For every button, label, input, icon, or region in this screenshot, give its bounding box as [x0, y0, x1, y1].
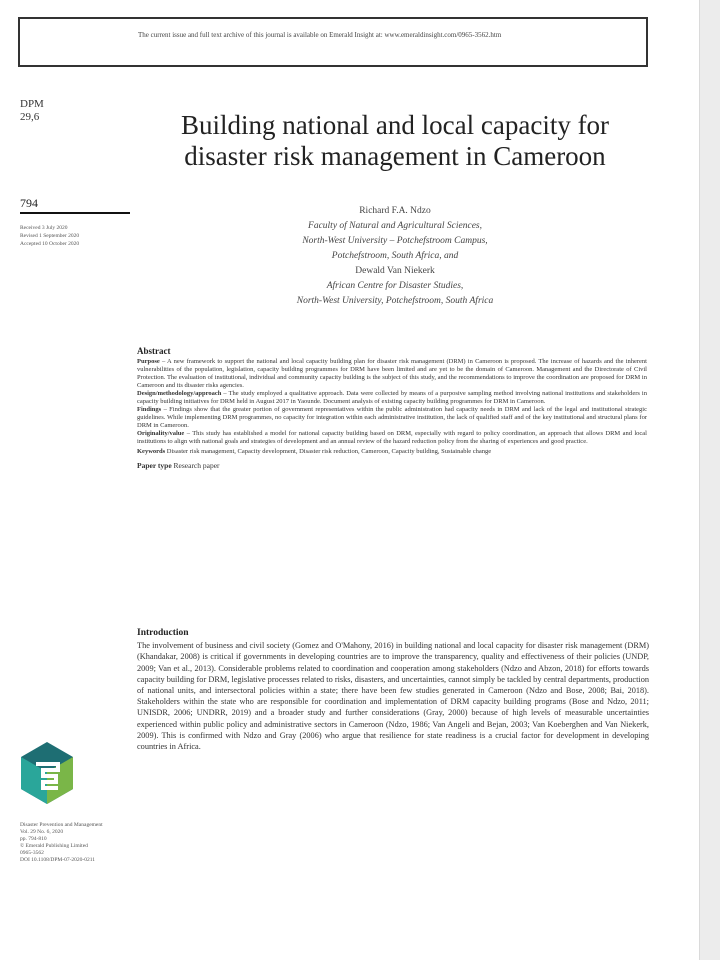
journal-abbrev: DPM: [20, 98, 44, 110]
keywords-text: Disaster risk management, Capacity development, Disaster risk reduction, Cameroon, Capacity building, Sustainable change: [165, 448, 492, 455]
keywords-label: Keywords: [137, 448, 166, 455]
author-affiliation: Faculty of Natural and Agricultural Sciences,: [308, 221, 482, 231]
design-text: – The study employed a qualitative approach. Data were collected by means of a purposive sampling method involving national institutions and stakeholders in capacity building initiatives for DRM held in August 2017 in Yaounde. Document analysis of existing capacity building programmes for DRM in Cameroon.: [137, 390, 647, 405]
emerald-publishing-logo-icon: [18, 740, 76, 806]
design-label: Design/methodology/approach: [137, 390, 222, 397]
publisher-line: © Emerald Publishing Limited: [20, 843, 88, 849]
journal-info: [20, 98, 44, 124]
purpose-text: – A new framework to support the national and local capacity building plan for disaster risk management (DRM) in Cameroon is proposed. The increase of hazards and the inherent vulnerabilities of the population, legislation, capacity building programmes for DRM have been limited and are yet to be the domain of Cameroon. Management and the Directorate of Civil Protection. The evaluation of institutional, individual and community capacity building is the subject of this study, and the recommendations to improve the coordination are proposed for DRM in Cameroon and its disaster risks agencies.: [137, 358, 647, 389]
publisher-line: pp. 794-810: [20, 836, 47, 842]
author-affiliation: Potchefstroom, South Africa, and: [331, 251, 459, 261]
abstract-design: [137, 390, 647, 406]
author-affiliation: African Centre for Disaster Studies,: [326, 281, 464, 291]
notice-text: The current issue and full text archive of this journal is available on Emerald Insight at: www.emeraldinsight.com/0965-3562.htm: [138, 31, 502, 39]
findings-text: – Findings show that the greater portion of government representatives within the public administration had capacity needs in DRM and lack of the legal and institutional strategic guidelines. While implementing DRM programmes, no capacity for integration within each administrative institution, the lack of qualified staff and of the key institutional and structural plans for DRM in Cameroon.: [137, 406, 647, 429]
publisher-line: Disaster Prevention and Management: [20, 822, 103, 828]
introduction-text: The involvement of business and civil society (Gomez and O'Mahony, 2016) in building national and local capacity for disaster risk management (DRM) (Khandakar, 2008) is critical if governments in developing countries are to improve the transparency, quality and effectiveness of their policies (UNDP, 2009; Van et al., 2013). Considerable problems related to coordination and cooperation among stakeholders (Ndzo and Abzon, 2018) for efforts towards capacity building for DRM, legislative processes related to risks, disasters, and uncertainties, cannot simply be tackled by central departments, production of national units, and intersectoral policies within a state; there have been few studies generated in Cameroon (Ndzo and Bose, 2008; Bai, 2018). Stakeholders within the state who are responsible for coordination and implementation of DRM capacity building programs (Bose and Ndzo, 2011; UNISDR, 2006; UNDRR, 2019) and a broader study and further considerations (Gray, 2000) because of high levels of measurable uncertainties experienced within public policy and administrative sectors in Cameroon (Ndzo, 1986; Van Angeli and Bejan, 2003; Van Koeberghen and Van Niekerk, 2009). This is confirmed with Ndzo and Gray (2006) who argue that resilience for state readiness is a crucial factor for development in developing countries in Africa.: [137, 641, 649, 752]
introduction-section: [137, 628, 649, 752]
received-dates: [20, 224, 130, 248]
paper-type-text: Research paper: [171, 461, 220, 470]
accepted-line: Accepted 10 October 2020: [20, 241, 80, 247]
received-line: Received 3 July 2020: [20, 225, 68, 231]
publisher-line: DOI 10.1108/DPM-07-2020-0211: [20, 857, 96, 863]
paper-type: [137, 462, 647, 470]
author-name: Dewald Van Niekerk: [355, 266, 435, 276]
abstract-purpose: [137, 358, 647, 390]
originality-label: Originality/value: [137, 430, 185, 437]
publisher-line: Vol. 29 No. 6, 2020: [20, 829, 64, 835]
article-title: Building national and local capacity for disaster risk management in Cameroon: [180, 110, 610, 172]
introduction-heading: Introduction: [137, 628, 189, 638]
availability-notice: [18, 17, 648, 67]
first-page-number: 794: [20, 196, 38, 210]
author-affiliation: North-West University, Potchefstroom, South Africa: [296, 296, 494, 306]
publisher-info: [20, 822, 130, 864]
originality-text: – This study has established a model for national capacity building based on DRM, especially with regard to policy coordination, an approach that allows DRM and local institutions to align with national goals and strategies of development and an annual review of the hazard reduction policy from the sharing of experiences and good practice.: [137, 430, 647, 445]
publisher-line: 0965-3562: [20, 850, 44, 856]
author-affiliation: North-West University – Potchefstroom Campus,: [302, 236, 488, 246]
page-edge: [699, 0, 720, 960]
purpose-label: Purpose: [137, 358, 160, 365]
author-block: [140, 204, 650, 309]
author-name: Richard F.A. Ndzo: [359, 206, 431, 216]
abstract-section: [137, 347, 647, 470]
abstract-heading: Abstract: [137, 346, 171, 356]
abstract-originality: [137, 430, 647, 446]
paper-type-label: Paper type: [137, 461, 172, 470]
revised-line: Revised 1 September 2020: [20, 233, 80, 239]
findings-label: Findings: [137, 406, 162, 413]
journal-volume: 29,6: [20, 111, 40, 123]
abstract-keywords: [137, 448, 647, 456]
abstract-findings: [137, 406, 647, 430]
margin-rule: [20, 212, 130, 214]
